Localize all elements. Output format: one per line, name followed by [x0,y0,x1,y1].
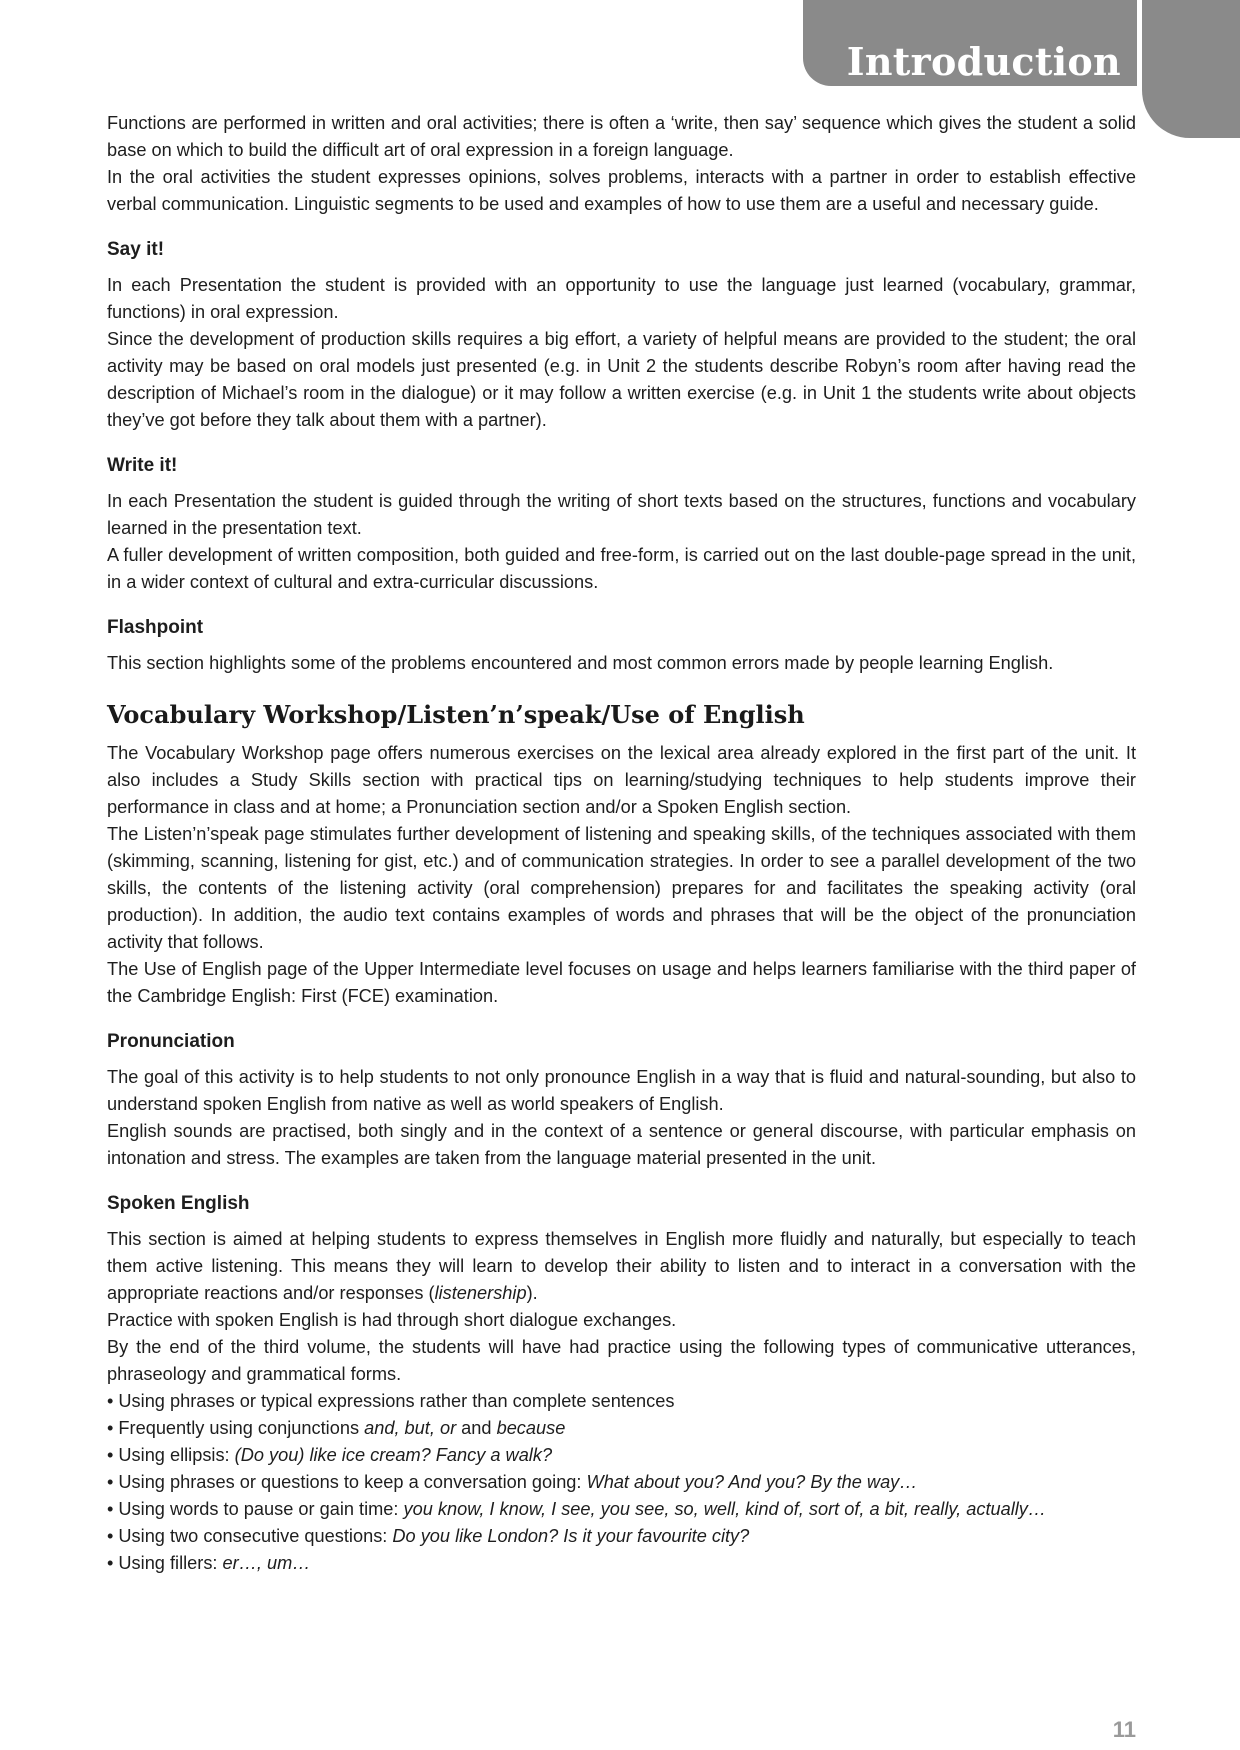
flashpoint-heading: Flashpoint [107,617,204,638]
list-item: • Using fillers: er…, um… [107,1550,1136,1577]
vocabulary-workshop-heading: Vocabulary Workshop/Listen’n’speak/Use of English [107,700,805,729]
page-edge-marker [1142,0,1240,138]
say-it-heading: Say it! [107,239,165,260]
write-it-paragraph-2: A fuller development of written composition, both guided and free-form, is carried out on the last double-page spread in the unit, in a wider context of cultural and extra-curricular discussions. [107,545,1136,592]
list-item: • Frequently using conjunctions and, but, or and because [107,1415,1136,1442]
spoken-english-paragraph-2: Practice with spoken English is had through short dialogue exchanges. [107,1310,677,1330]
section-tab [803,0,1137,86]
spoken-english-paragraph-3: By the end of the third volume, the students will have had practice using the following types of communicative utterances, phraseology and grammatical forms. [107,1337,1136,1384]
intro-paragraph-1: Functions are performed in written and oral activities; there is often a ‘write, then say’ sequence which gives the student a solid base on which to build the difficult art of oral expression in a foreign language. [107,113,1136,160]
pronunciation-paragraph-1: The goal of this activity is to help students to not only pronounce English in a way that is fluid and natural-sounding, but also to understand spoken English from native as well as world speakers of English. [107,1067,1136,1114]
vocab-paragraph-2: The Listen’n’speak page stimulates further development of listening and speaking skills, of the techniques associated with them (skimming, scanning, listening for gist, etc.) and of communication strategies. In order to see a parallel development of the two skills, the contents of the listening activity (oral comprehension) prepares for and facilitates the speaking activity (oral production). In addition, the audio text contains examples of words and phrases that will be the object of the pronunciation activity that follows. [107,824,1136,952]
section-title: Introduction [846,39,1121,84]
spoken-english-heading: Spoken English [107,1193,250,1214]
say-it-paragraph-1: In each Presentation the student is provided with an opportunity to use the language just learned (vocabulary, grammar, functions) in oral expression. [107,275,1136,322]
vocab-paragraph-1: The Vocabulary Workshop page offers numerous exercises on the lexical area already explored in the first part of the unit. It also includes a Study Skills section with practical tips on learning/studying techniques to help students improve their performance in class and at home; a Pronunciation section and/or a Spoken English section. [107,743,1136,817]
say-it-paragraph-2: Since the development of production skills requires a big effort, a variety of helpful means are provided to the student; the oral activity may be based on oral models just presented (e.g. in Unit 2 the students describe Robyn’s room after having read the description of Michael’s room in the dialogue) or it may follow a written exercise (e.g. in Unit 1 the students write about objects they’ve got before they talk about them with a partner). [107,329,1136,430]
pronunciation-heading: Pronunciation [107,1031,235,1052]
page-content [107,110,1136,1577]
flashpoint-paragraph: This section highlights some of the problems encountered and most common errors made by people learning English. [107,653,1054,673]
pronunciation-paragraph-2: English sounds are practised, both singly and in the context of a sentence or general discourse, with particular emphasis on intonation and stress. The examples are taken from the language material presented in the unit. [107,1121,1136,1168]
write-it-heading: Write it! [107,455,178,476]
list-item: • Using phrases or questions to keep a conversation going: What about you? And you? By the way… [107,1469,1136,1496]
list-item: • Using words to pause or gain time: you know, I know, I see, you see, so, well, kind of, sort of, a bit, really, actually… [107,1496,1136,1523]
list-item: • Using phrases or typical expressions rather than complete sentences [107,1388,1136,1415]
page-number: 11 [1112,1717,1136,1742]
vocab-paragraph-3: The Use of English page of the Upper Intermediate level focuses on usage and helps learners familiarise with the third paper of the Cambridge English: First (FCE) examination. [107,959,1136,1006]
spoken-english-bullet-list [107,1388,1136,1577]
write-it-paragraph-1: In each Presentation the student is guided through the writing of short texts based on the structures, functions and vocabulary learned in the presentation text. [107,491,1136,538]
list-item: • Using two consecutive questions: Do you like London? Is it your favourite city? [107,1523,1136,1550]
intro-paragraph-2: In the oral activities the student expresses opinions, solves problems, interacts with a partner in order to establish effective verbal communication. Linguistic segments to be used and examples of how to use them are a useful and necessary guide. [107,167,1136,214]
spoken-english-paragraph-1: This section is aimed at helping students to express themselves in English more fluidly and naturally, but especially to teach them active listening. This means they will learn to develop their ability to listen and to interact in a conversation with the appropriate reactions and/or responses (listenership). [107,1229,1136,1303]
list-item: • Using ellipsis: (Do you) like ice cream? Fancy a walk? [107,1442,1136,1469]
